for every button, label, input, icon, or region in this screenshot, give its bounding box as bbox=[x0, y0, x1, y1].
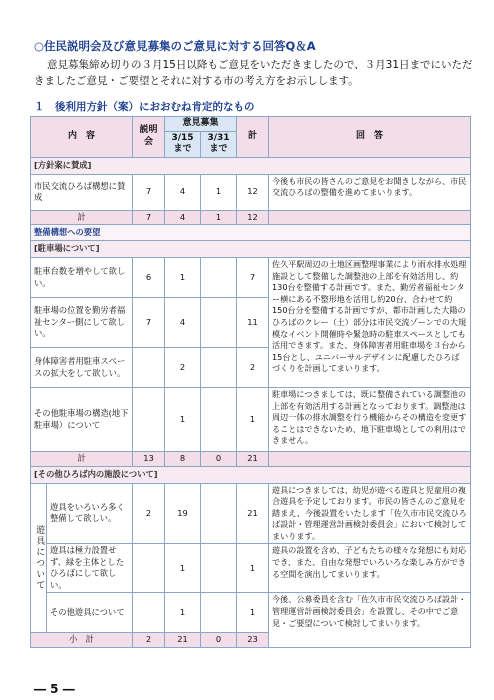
table-row: 駐車場の位置を勤労者福祉センター側にして欲しい。 7 4 11 bbox=[31, 298, 471, 348]
row-content: 市民交流ひろば構想に賛成 bbox=[31, 174, 133, 210]
subheading-requests: 整備構想への要望 bbox=[31, 225, 471, 241]
table-row: その他遊具について 1 1 今後、公募委員を含む「佐久市市民交流ひろば設計・管理運営計画検討委員会」を設置し、その中でご意見・ご要望について検討してまいります。 bbox=[31, 593, 471, 633]
parking-answer-2: 駐車場につきましては、既に整備されている調整池の上部を有効活用する計画となっております。調整池は周辺一体の排水調整を行う機能からその構造を変更することはできないため、地下駐車場としての利用はできません。 bbox=[269, 388, 471, 452]
row-until-331: 1 bbox=[201, 174, 237, 210]
qa-table bbox=[30, 116, 471, 648]
header-content: 内 容 bbox=[31, 117, 133, 158]
total-row: 計 13 8 0 21 bbox=[31, 452, 471, 467]
page-number: ― 5 ― bbox=[34, 682, 75, 696]
section-heading: １ 後利用方針（案）におおむね肯定的なもの bbox=[34, 101, 255, 113]
row-until-315: 4 bbox=[165, 174, 201, 210]
table-row bbox=[31, 174, 471, 210]
table-row: 遊具について 遊具をいろいろ多く整備して欲しい。 2 19 21 遊具につきましては、幼児が遊べる遊具と児童用の複合遊具を予定しております。市民の皆さんのご意見を踏まえ、今後設置をいたします「佐久市市民交流ひろば設計・管理運営計画検討委員会」において検討してまいります。 bbox=[31, 483, 471, 544]
row-total: 12 bbox=[237, 174, 269, 210]
page-title: ○住民説明会及び意見募集のご意見に対する回答Q＆A bbox=[34, 39, 316, 53]
play-answer-3: 今後、公募委員を含む「佐久市市民交流ひろば設計・管理運営計画検討委員会」を設置し、その中でご意見・ご要望について検討してまいります。 bbox=[269, 593, 471, 648]
subtotal-row: 小 計 2 21 0 23 bbox=[31, 633, 471, 648]
header-opinion: 意見募集 bbox=[165, 117, 237, 132]
category-parking: [駐車場について] bbox=[31, 241, 471, 258]
table-row: その他駐車場の構造(地下駐車場）について 1 1 駐車場につきましては、既に整備されている調整池の上部を有効活用する計画となっております。調整池は周辺一体の排水調整を行う機能からその構造を変更することはできないため、地下駐車場としての利用はできません。 bbox=[31, 388, 471, 452]
play-answer-2: 遊具の設置を含め、子どもたちの様々な発想にも対応でき、また、自由な発想でいろいろな楽しみ方ができる空間を演出してまいります。 bbox=[269, 544, 471, 593]
table-row: 身体障害者用駐車スペースの拡大をして欲しい。 2 2 bbox=[31, 348, 471, 388]
play-equipment-label: 遊具について bbox=[31, 483, 47, 633]
row-answer: 今後も市民の皆さんのご意見をお聞きしながら、市民交流ひろばの整備を進めてまいります。 bbox=[269, 174, 471, 210]
header-total: 計 bbox=[237, 117, 269, 158]
parking-answer-1: 佐久平駅周辺の土地区画整理事業により雨水排水処理施設として整備した調整池の上部を有効活用し、約130台を整備する計画です。また、勤労者福祉センター横にある不整形地を活用し約20台、合わせて約150台分を整備する計画ですが、都市計画した大陽のひろばのクレー（土）部分は市民交流ゾーンでの大規模なイベント開催時や緊急時の駐車スペースとしても活用できます。また、身体障害者用駐車場を３台から15台とし、ユニバーサルデザインに配慮したひろばづくりを計画してまいります。 bbox=[269, 258, 471, 388]
header-until-331: 3/31まで bbox=[201, 131, 237, 157]
table-row: 遊具は極力設置せず、緑を主体としたひろばにして欲しい。 1 1 遊具の設置を含め、子どもたちの様々な発想にも対応でき、また、自由な発想でいろいろな楽しみ方ができる空間を演出してまいります。 bbox=[31, 544, 471, 593]
header-answer: 回 答 bbox=[269, 117, 471, 158]
row-session: 7 bbox=[133, 174, 165, 210]
header-until-315: 3/15まで bbox=[165, 131, 201, 157]
play-answer-1: 遊具につきましては、幼児が遊べる遊具と児童用の複合遊具を予定しております。市民の皆さんのご意見を踏まえ、今後設置をいたします「佐久市市民交流ひろば設計・管理運営計画検討委員会」において検討してまいります。 bbox=[269, 483, 471, 544]
intro-paragraph: 意見募集締め切りの３月15日以降もご意見をいただきましたので、３月31日までにいただきましたご意見・ご要望とそれに対する市の考え方をお示しします。 bbox=[34, 59, 473, 87]
category-other-facilities: [その他ひろば内の施設について] bbox=[31, 466, 471, 483]
table-row: 駐車台数を増やして欲しい。 6 1 7 佐久平駅周辺の土地区画整理事業により雨水排水処理施設として整備した調整池の上部を有効活用し、約130台を整備する計画です。また、勤労者福祉センター横にある不整形地を活用し約20台、合わせて約150台分を整備する計画ですが、都市計画した大陽のひろばのクレー（土）部分は市民交流ゾーンでの大規模なイベント開催時や緊急時の駐車スペースとしても活用できます。また、身体障害者用駐車場を３台から15台とし、ユニバーサルデザインに配慮したひろばづくりを計画してまいります。 bbox=[31, 258, 471, 298]
total-row: 計 7 4 1 12 bbox=[31, 210, 471, 225]
header-session: 説明会 bbox=[133, 117, 165, 158]
category-policy-support: [方針案に賛成] bbox=[31, 157, 471, 174]
